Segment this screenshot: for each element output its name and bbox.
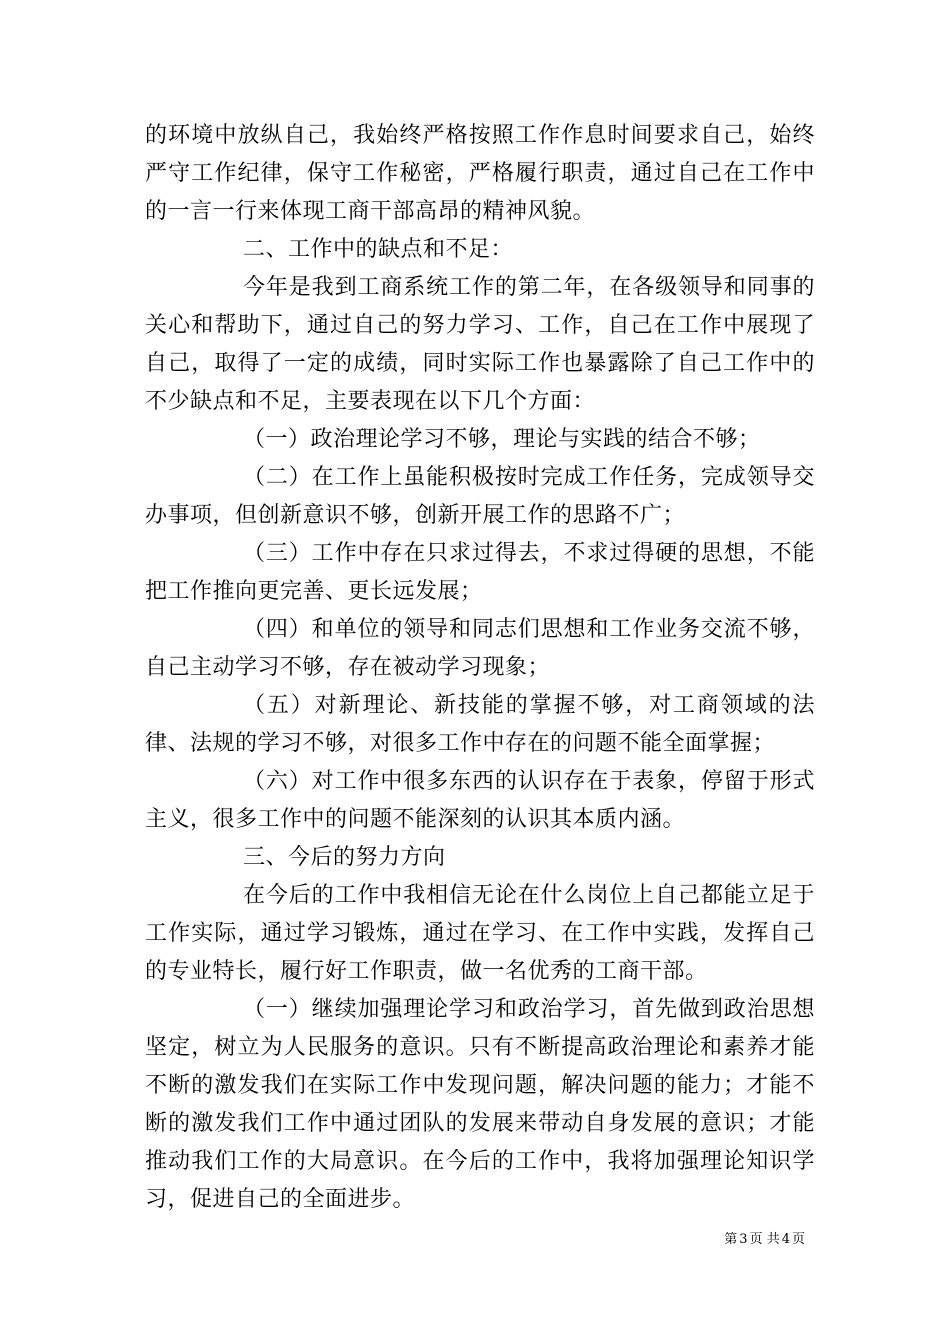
paragraph-3: 今年是我到工商系统工作的第二年，在各级领导和同事的关心和帮助下，通过自己的努力学习、工作，自己在工作中展现了自己，取得了一定的成绩，同时实际工作也暴露除了自己工作中的不少缺点和不足，主要表现在以下几个方面： xyxy=(145,275,815,414)
section-heading-2: 二、工作中的缺点和不足： xyxy=(243,237,514,262)
list-item-3: （三）工作中存在只求过得去，不求过得硬的思想，不能把工作推向更完善、更长远发展； xyxy=(145,541,815,604)
footer-current-page: 3 xyxy=(739,1232,748,1247)
footer-suffix: 页 xyxy=(791,1232,805,1247)
list-item-5: （五）对新理论、新技能的掌握不够，对工商领域的法律、法规的学习不够，对很多工作中存在的问题不能全面掌握； xyxy=(145,693,815,756)
page-footer xyxy=(0,1232,806,1248)
footer-total-pages: 4 xyxy=(781,1232,790,1247)
list-item-2: （二）在工作上虽能积极按时完成工作任务，完成领导交办事项，但创新意识不够，创新开展工作的思路不广； xyxy=(145,465,815,528)
list-item-6: （六）对工作中很多东西的认识存在于表象，停留于形式主义，很多工作中的问题不能深刻的认识其本质内涵。 xyxy=(145,769,815,832)
list-item-1: （一）政治理论学习不够，理论与实践的结合不够； xyxy=(243,427,761,452)
paragraph-11: 在今后的工作中我相信无论在什么岗位上自己都能立足于工作实际，通过学习锻炼，通过在学习、在工作中实践，发挥自己的专业特长，履行好工作职责，做一名优秀的工商干部。 xyxy=(145,883,815,984)
section-heading-3: 三、今后的努力方向 xyxy=(243,845,446,870)
document-body xyxy=(145,117,815,1219)
list-item-7: （一）继续加强理论学习和政治学习，首先做到政治思想坚定，树立为人民服务的意识。只有不断提高政治理论和素养才能不断的激发我们在实际工作中发现问题，解决问题的能力；才能不断的激发我们工作中通过团队的发展来带动自身发展的意识；才能推动我们工作的大局意识。在今后的工作中，我将加强理论知识学习，促进自己的全面进步。 xyxy=(145,997,815,1212)
footer-middle: 页 共 xyxy=(749,1232,780,1247)
footer-prefix: 第 xyxy=(724,1232,738,1247)
paragraph-1: 的环境中放纵自己，我始终严格按照工作作息时间要求自己，始终严守工作纪律，保守工作秘密，严格履行职责，通过自己在工作中的一言一行来体现工商干部高昂的精神风貌。 xyxy=(145,123,815,224)
list-item-4: （四）和单位的领导和同志们思想和工作业务交流不够，自己主动学习不够，存在被动学习现象； xyxy=(145,617,815,680)
